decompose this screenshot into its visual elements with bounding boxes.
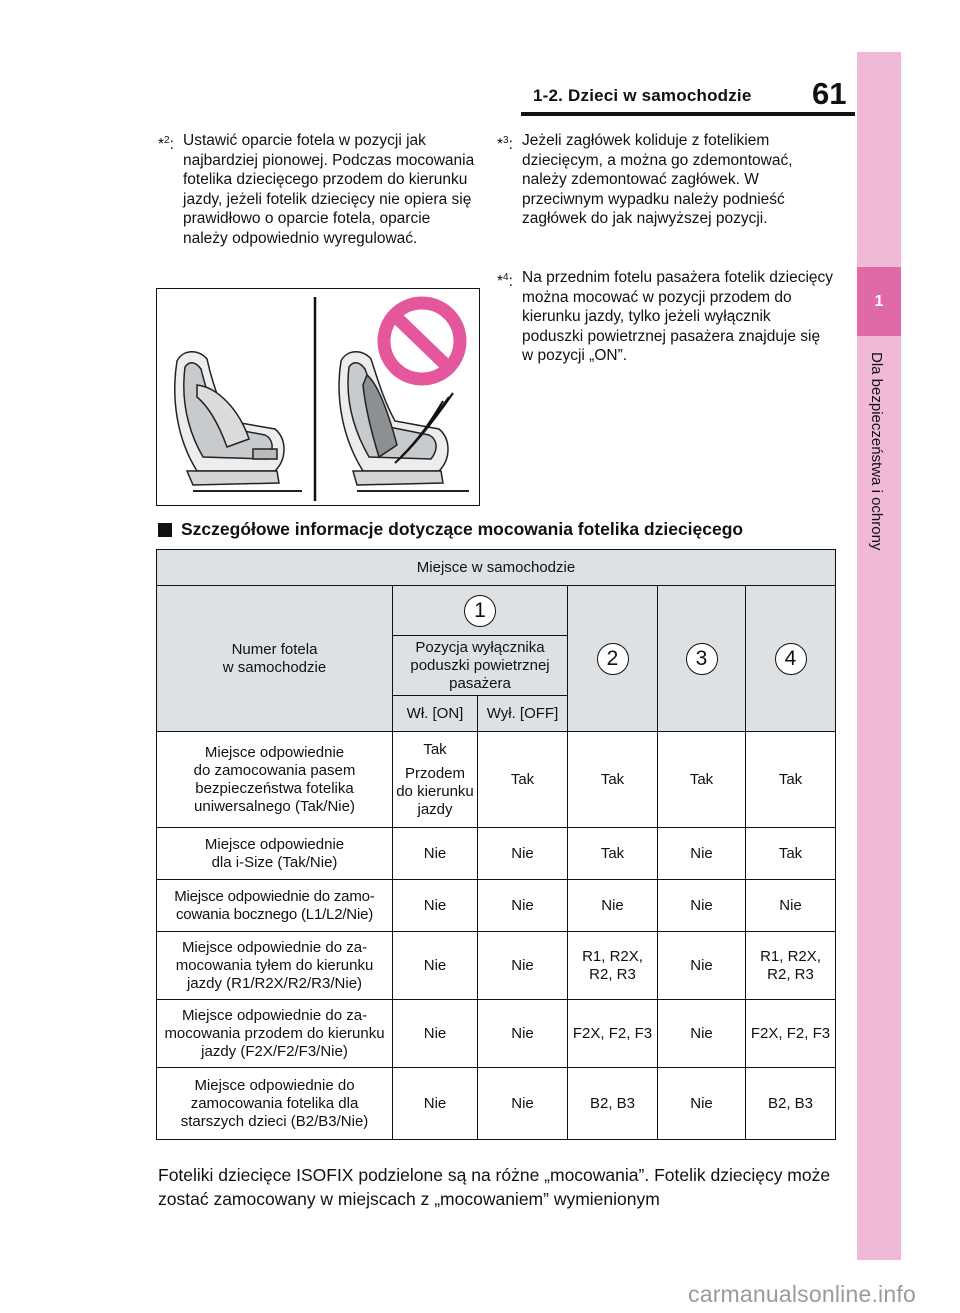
table-cell: Nie xyxy=(658,932,746,1000)
header-rule xyxy=(521,112,855,116)
chapter-label: Dla bezpieczeństwa i ochrony xyxy=(868,352,885,551)
seat-header-4 xyxy=(746,586,836,732)
table-cell: Nie xyxy=(393,828,478,880)
table-cell: Nie xyxy=(478,828,568,880)
seat-number-4: 4 xyxy=(775,643,807,675)
table-cell: Tak xyxy=(658,732,746,828)
side-tab-top xyxy=(857,52,901,267)
table-cell: Nie xyxy=(478,880,568,932)
table-row xyxy=(157,1000,836,1068)
airbag-on-label: Wł. [ON] xyxy=(393,696,478,732)
table-cell: B2, B3 xyxy=(746,1068,836,1140)
table-cell: Tak xyxy=(568,828,658,880)
chapter-number-tab: 1 xyxy=(857,267,901,336)
body-paragraph: Foteliki dziecięce ISOFIX podzielone są na różne „mocowania”. Fotelik dziecięcy może zostać zamocowany w miejscach z „mocowaniem” wymienionym xyxy=(158,1165,831,1209)
footnote-4 xyxy=(497,268,835,366)
table-cell: Nie xyxy=(658,1068,746,1140)
airbag-off-label: Wył. [OFF] xyxy=(478,696,568,732)
footnote-marker: *$^4$: xyxy=(497,272,513,290)
table-row xyxy=(157,732,836,828)
table-cell: B2, B3 xyxy=(568,1068,658,1140)
table-row xyxy=(157,880,836,932)
table-cell: F2X, F2, F3 xyxy=(746,1000,836,1068)
seat-number-label: Numer fotela w samochodzie xyxy=(157,586,393,732)
table-cell: Nie xyxy=(393,932,478,1000)
table-top-header: Miejsce w samochodzie xyxy=(157,550,836,586)
seat-header-2 xyxy=(568,586,658,732)
table-row xyxy=(157,932,836,1000)
seat-header-1 xyxy=(393,586,568,636)
table-cell: Nie xyxy=(746,880,836,932)
child-seat-upright-icon xyxy=(175,352,302,491)
airbag-switch-label: Pozycja wyłącznika poduszki powietrznej pasażera xyxy=(393,636,568,696)
table-cell: Nie xyxy=(478,1068,568,1140)
table-cell: Nie xyxy=(568,880,658,932)
table-cell: Nie xyxy=(658,1000,746,1068)
table-cell xyxy=(393,732,478,828)
table-cell: R1, R2X, R2, R3 xyxy=(568,932,658,1000)
table-cell: Nie xyxy=(393,880,478,932)
row-label: Miejsce odpowiednie do zamocowania bocznego (L1/L2/Nie) xyxy=(157,880,393,932)
page-number: 61 xyxy=(812,76,847,111)
table-row xyxy=(157,828,836,880)
table-cell: Tak xyxy=(746,828,836,880)
table-cell: Nie xyxy=(658,880,746,932)
row-label: Miejsce odpowiednie do zamocowania przodem do kierunku jazdy (F2X/F2/F3/Nie) xyxy=(157,1000,393,1068)
footnote-marker: *$^3$: xyxy=(497,135,513,153)
running-header: 1-2. Dzieci w samochodzie xyxy=(533,86,752,105)
row-label: Miejsce odpowiednie do zamocowania fotelika dla starszych dzieci (B2/B3/Nie) xyxy=(157,1068,393,1140)
table-cell: Nie xyxy=(658,828,746,880)
table-cell: Nie xyxy=(393,1068,478,1140)
footnote-text: Jeżeli zagłówek koliduje z fotelikiem dziecięcym, a można go zdemontować, należy zdemontować zagłówek. W przeciwnym wypadku należy podnieść zagłówek do jak najwyższej pozycji. xyxy=(522,132,793,227)
child-seat-drawing xyxy=(157,289,479,505)
table-cell: F2X, F2, F3 xyxy=(568,1000,658,1068)
seat-number-3: 3 xyxy=(686,643,718,675)
table-cell: Nie xyxy=(478,1000,568,1068)
footnote-2 xyxy=(158,131,478,248)
footnote-text: Ustawić oparcie fotela w pozycji jak najbardziej pionowej. Podczas mocowania fotelika dziecięcego przodem do kierunku jazdy, jeżeli fotelik dziecięcy nie opiera się prawidłowo o oparcie fotela, oparcie należy odpowiednio wyregulować. xyxy=(183,132,475,247)
footnote-3 xyxy=(497,131,835,229)
seat-number-1: 1 xyxy=(464,595,496,627)
seat-header-3 xyxy=(658,586,746,732)
table-cell: R1, R2X, R2, R3 xyxy=(746,932,836,1000)
footnote-marker: *$^2$: xyxy=(158,135,174,153)
table-cell: Nie xyxy=(478,932,568,1000)
table-row xyxy=(157,1068,836,1140)
child-seat-illustration xyxy=(156,288,480,506)
table-cell: Tak xyxy=(746,732,836,828)
row-label: Miejsce odpowiednie do zamocowania pasem bezpieczeństwa fotelika uniwersalnego (Tak/Nie) xyxy=(157,732,393,828)
row-label: Miejsce odpowiednie dla i-Size (Tak/Nie) xyxy=(157,828,393,880)
prohibition-icon xyxy=(384,303,460,379)
watermark: carmanualsonline.info xyxy=(688,1281,916,1307)
table-cell: Nie xyxy=(393,1000,478,1068)
section-bullet-icon xyxy=(158,523,172,537)
isofix-seat-table xyxy=(156,549,836,1140)
cell-value-on: Tak xyxy=(423,740,447,758)
row-label: Miejsce odpowiednie do zamocowania tyłem do kierunku jazdy (R1/R2X/R2/R3/Nie) xyxy=(157,932,393,1000)
footnote-text: Na przednim fotelu pasażera fotelik dziecięcy można mocować w pozycji przodem do kierunku jazdy, tylko jeżeli wyłącznik poduszki powietrznej pasażera znajduje się w pozycji „ON”. xyxy=(522,269,834,364)
section-heading: Szczegółowe informacje dotyczące mocowania fotelika dziecięcego xyxy=(158,519,838,540)
seat-number-2: 2 xyxy=(597,643,629,675)
table-cell: Tak xyxy=(478,732,568,828)
table-cell: Tak xyxy=(568,732,658,828)
cell-value-direction: Przodem do kierunku jazdy xyxy=(396,764,474,818)
